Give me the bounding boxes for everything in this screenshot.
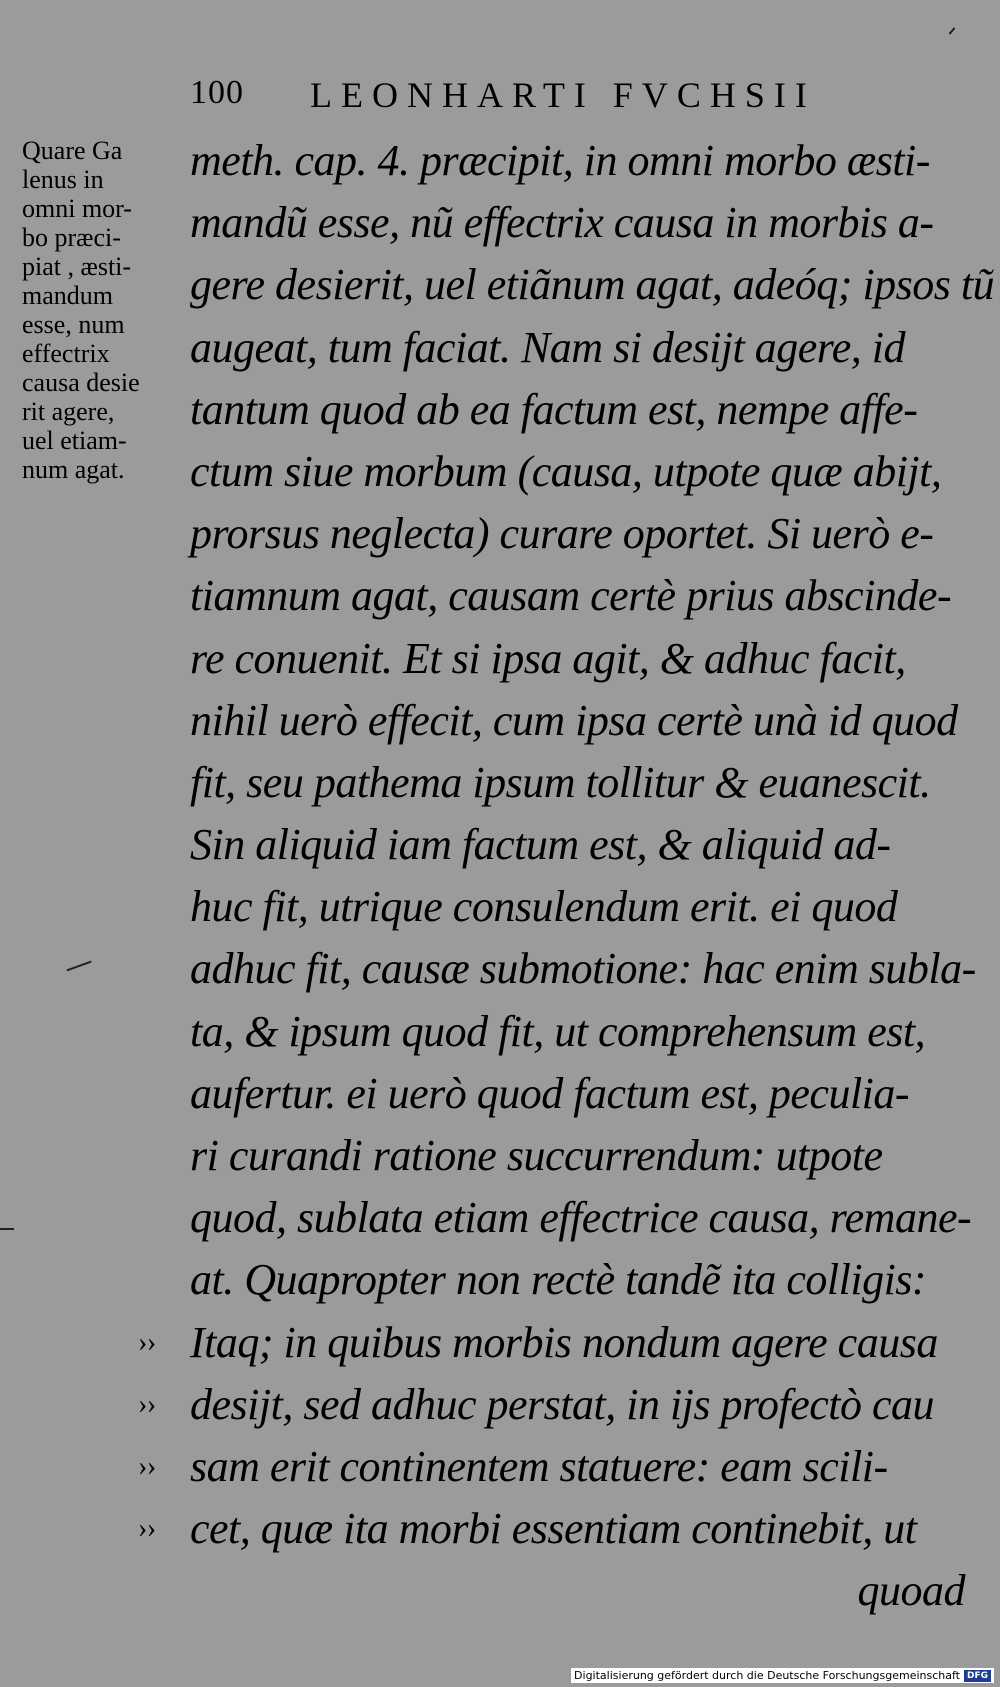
marginal-note-line: bo præci- bbox=[22, 223, 121, 252]
scan-mark bbox=[0, 1228, 14, 1230]
text-line bbox=[190, 752, 975, 814]
text-line bbox=[190, 565, 975, 627]
text-line bbox=[138, 1312, 975, 1374]
digitization-credit bbox=[571, 1668, 994, 1683]
line-text: fit, seu pathema ipsum tollitur & euanescit. bbox=[190, 757, 931, 807]
line-text: huc fit, utrique consulendum erit. ei quod bbox=[190, 882, 898, 932]
marginal-note-line: num agat. bbox=[22, 455, 125, 484]
quotation-marker: ›› bbox=[138, 1388, 156, 1420]
line-text: at. Quapropter non rectè tandẽ ita colligis: bbox=[190, 1255, 927, 1305]
line-text: aufertur. ei uerò quod factum est, peculia- bbox=[190, 1068, 910, 1118]
line-text: nihil uerò effecit, cum ipsa certè unà id quod bbox=[190, 695, 958, 745]
text-line bbox=[190, 1063, 975, 1125]
text-line bbox=[190, 1001, 975, 1063]
text-line bbox=[190, 317, 975, 379]
marginal-note-line: causa desie bbox=[22, 368, 140, 397]
text-line bbox=[190, 192, 975, 254]
text-line bbox=[190, 938, 975, 1000]
text-line bbox=[190, 876, 975, 938]
page-header bbox=[190, 74, 920, 124]
credit-text: Digitalisierung gefördert durch die Deutsche Forschungsgemeinschaft bbox=[574, 1669, 960, 1682]
line-text: quod, sublata etiam effectrice causa, remane- bbox=[190, 1193, 972, 1243]
line-text: Sin aliquid iam factum est, & aliquid ad- bbox=[190, 820, 891, 870]
marginal-note-line: uel etiam- bbox=[22, 426, 127, 455]
line-text: gere desierit, uel etiãnum agat, adeóq; ipsos tũ bbox=[190, 260, 995, 310]
line-text: sam erit continentem statuere: eam scili- bbox=[190, 1441, 888, 1491]
line-text: re conuenit. Et si ipsa agit, & adhuc facit, bbox=[190, 633, 906, 683]
marginal-note-line: lenus in bbox=[22, 165, 104, 194]
text-line bbox=[190, 503, 975, 565]
marginal-note-line: Quare Ga bbox=[22, 136, 123, 165]
dfg-logo: DFG bbox=[964, 1670, 991, 1682]
line-text: cet, quæ ita morbi essentiam continebit, ut bbox=[190, 1504, 917, 1554]
text-line bbox=[138, 1498, 975, 1560]
line-text: ri curandi ratione succurrendum: utpote bbox=[190, 1131, 883, 1180]
marginal-note-line: effectrix bbox=[22, 339, 110, 368]
marginal-note-line: omni mor- bbox=[22, 194, 132, 223]
text-line bbox=[138, 1374, 975, 1436]
line-text: adhuc fit, causæ submotione: hac enim subla- bbox=[190, 944, 976, 994]
text-line bbox=[138, 1436, 975, 1498]
text-line bbox=[190, 379, 975, 441]
line-text: meth. cap. 4. præcipit, in omni morbo æsti- bbox=[190, 136, 930, 185]
text-line bbox=[190, 628, 975, 690]
line-text: augeat, tum faciat. Nam si desijt agere, id bbox=[190, 322, 906, 372]
marginal-note-line: rit agere, bbox=[22, 397, 115, 426]
quotation-marker: ›› bbox=[138, 1326, 156, 1358]
scan-mark bbox=[66, 961, 91, 972]
text-line bbox=[190, 441, 975, 503]
text-line bbox=[190, 1249, 975, 1311]
text-line bbox=[190, 814, 975, 876]
line-text: tiamnum agat, causam certè prius abscinde- bbox=[190, 571, 952, 621]
text-line bbox=[190, 1125, 975, 1187]
catchword: quoad bbox=[857, 1566, 965, 1616]
line-text: Itaq; in quibus morbis nondum agere causa bbox=[190, 1317, 938, 1367]
quotation-marker: ›› bbox=[138, 1513, 156, 1545]
line-text: ta, & ipsum quod fit, ut comprehensum est, bbox=[190, 1006, 926, 1056]
line-text: tantum quod ab ea factum est, nempe affe- bbox=[190, 384, 918, 434]
line-text: desijt, sed adhuc perstat, in ijs profectò cau bbox=[190, 1379, 935, 1429]
line-text: mandũ esse, nũ effectrix causa in morbis a- bbox=[190, 198, 934, 248]
marginal-note-line: mandum bbox=[22, 281, 113, 310]
text-line bbox=[190, 254, 995, 316]
quotation-marker: ›› bbox=[138, 1450, 156, 1482]
line-text: prorsus neglecta) curare oportet. Si uerò e- bbox=[190, 509, 934, 559]
marginal-note bbox=[22, 136, 187, 484]
page-number: 100 bbox=[190, 74, 244, 111]
scan-mark bbox=[949, 27, 956, 34]
text-line bbox=[190, 130, 975, 192]
marginal-note-line: esse, num bbox=[22, 310, 125, 339]
running-head: LEONHARTI FVCHSII bbox=[310, 75, 816, 115]
main-text bbox=[138, 130, 995, 1623]
text-line bbox=[190, 1187, 975, 1249]
marginal-note-line: piat , æsti- bbox=[22, 252, 132, 281]
line-text: ctum siue morbum (causa, utpote quæ abijt, bbox=[190, 446, 942, 496]
text-line bbox=[190, 690, 975, 752]
